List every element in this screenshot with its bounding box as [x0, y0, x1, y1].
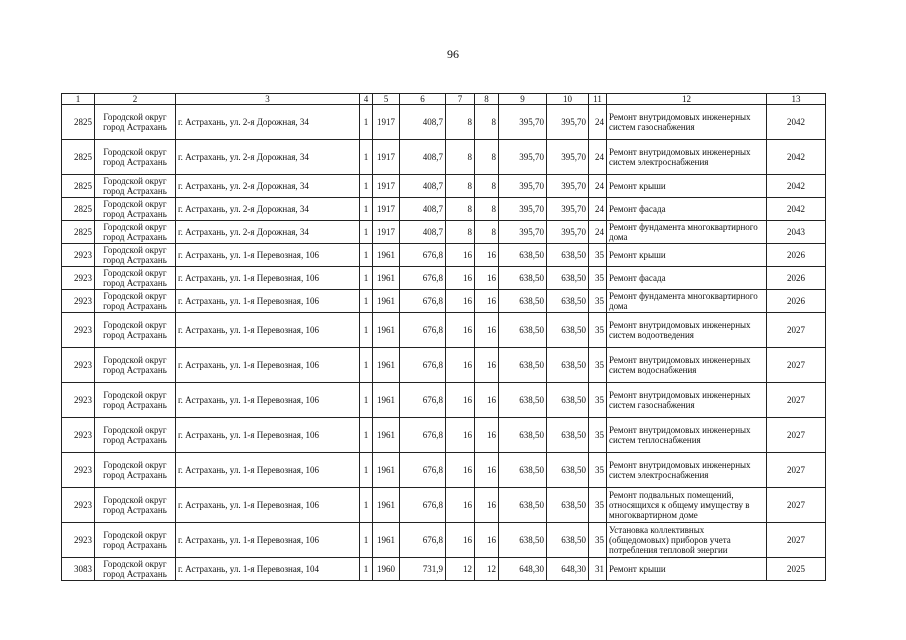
cell-col-5: 1961	[373, 244, 400, 267]
cell-col-11: 24	[589, 140, 607, 175]
cell-col-9: 638,50	[499, 418, 547, 453]
table-row	[62, 313, 826, 348]
header-cell: 10	[547, 94, 589, 105]
cell-col-12: Ремонт фасада	[607, 198, 767, 221]
cell-col-7: 8	[446, 198, 475, 221]
cell-col-6: 408,7	[400, 140, 446, 175]
cell-col-13: 2027	[767, 523, 826, 558]
cell-col-4: 1	[360, 175, 373, 198]
table-row	[62, 140, 826, 175]
cell-col-1: 2825	[62, 221, 95, 244]
cell-col-10: 638,50	[547, 383, 589, 418]
cell-col-9: 638,50	[499, 383, 547, 418]
cell-col-5: 1961	[373, 418, 400, 453]
cell-col-9: 395,70	[499, 175, 547, 198]
cell-col-2: Городской округ город Астрахань	[95, 383, 176, 418]
table-row	[62, 175, 826, 198]
cell-col-4: 1	[360, 383, 373, 418]
table-row	[62, 290, 826, 313]
capital-repair-table	[61, 93, 826, 581]
cell-col-2: Городской округ город Астрахань	[95, 313, 176, 348]
table-row	[62, 383, 826, 418]
cell-col-10: 638,50	[547, 290, 589, 313]
cell-col-8: 16	[475, 348, 499, 383]
cell-col-6: 676,8	[400, 418, 446, 453]
cell-col-11: 35	[589, 453, 607, 488]
header-cell: 2	[95, 94, 176, 105]
cell-col-1: 3083	[62, 558, 95, 581]
cell-col-10: 395,70	[547, 198, 589, 221]
cell-col-3: г. Астрахань, ул. 2-я Дорожная, 34	[176, 221, 360, 244]
cell-col-5: 1917	[373, 221, 400, 244]
cell-col-2: Городской округ город Астрахань	[95, 267, 176, 290]
cell-col-7: 16	[446, 290, 475, 313]
table-row	[62, 523, 826, 558]
cell-col-4: 1	[360, 290, 373, 313]
cell-col-2: Городской округ город Астрахань	[95, 523, 176, 558]
cell-col-5: 1917	[373, 105, 400, 140]
cell-col-6: 676,8	[400, 383, 446, 418]
cell-col-12: Ремонт внутридомовых инженерных систем водоотведения	[607, 313, 767, 348]
cell-col-5: 1961	[373, 313, 400, 348]
cell-col-13: 2026	[767, 244, 826, 267]
cell-col-12: Ремонт крыши	[607, 558, 767, 581]
cell-col-1: 2923	[62, 453, 95, 488]
page-number: 96	[447, 47, 459, 61]
header-cell: 5	[373, 94, 400, 105]
cell-col-10: 638,50	[547, 348, 589, 383]
cell-col-2: Городской округ город Астрахань	[95, 175, 176, 198]
cell-col-7: 8	[446, 221, 475, 244]
cell-col-3: г. Астрахань, ул. 1-я Перевозная, 106	[176, 418, 360, 453]
cell-col-10: 395,70	[547, 221, 589, 244]
cell-col-11: 24	[589, 105, 607, 140]
cell-col-6: 676,8	[400, 290, 446, 313]
cell-col-12: Ремонт крыши	[607, 175, 767, 198]
cell-col-7: 8	[446, 105, 475, 140]
cell-col-3: г. Астрахань, ул. 1-я Перевозная, 106	[176, 290, 360, 313]
cell-col-11: 35	[589, 488, 607, 523]
cell-col-2: Городской округ город Астрахань	[95, 418, 176, 453]
cell-col-12: Ремонт фундамента многоквартирного дома	[607, 221, 767, 244]
cell-col-8: 16	[475, 290, 499, 313]
cell-col-12: Ремонт внутридомовых инженерных систем электроснабжения	[607, 453, 767, 488]
header-cell: 6	[400, 94, 446, 105]
header-cell: 9	[499, 94, 547, 105]
cell-col-9: 638,50	[499, 244, 547, 267]
cell-col-10: 638,50	[547, 488, 589, 523]
cell-col-13: 2027	[767, 418, 826, 453]
table-row	[62, 267, 826, 290]
cell-col-2: Городской округ город Астрахань	[95, 453, 176, 488]
cell-col-2: Городской округ город Астрахань	[95, 198, 176, 221]
cell-col-6: 676,8	[400, 488, 446, 523]
cell-col-1: 2923	[62, 290, 95, 313]
cell-col-1: 2825	[62, 105, 95, 140]
cell-col-1: 2923	[62, 244, 95, 267]
cell-col-3: г. Астрахань, ул. 1-я Перевозная, 106	[176, 267, 360, 290]
cell-col-8: 8	[475, 198, 499, 221]
table-row	[62, 558, 826, 581]
header-cell: 4	[360, 94, 373, 105]
cell-col-2: Городской округ город Астрахань	[95, 140, 176, 175]
cell-col-3: г. Астрахань, ул. 1-я Перевозная, 106	[176, 453, 360, 488]
cell-col-12: Ремонт крыши	[607, 244, 767, 267]
cell-col-1: 2923	[62, 348, 95, 383]
cell-col-13: 2025	[767, 558, 826, 581]
cell-col-11: 35	[589, 523, 607, 558]
cell-col-3: г. Астрахань, ул. 2-я Дорожная, 34	[176, 140, 360, 175]
cell-col-1: 2825	[62, 198, 95, 221]
cell-col-3: г. Астрахань, ул. 1-я Перевозная, 106	[176, 244, 360, 267]
cell-col-11: 24	[589, 175, 607, 198]
column-number-row	[62, 94, 826, 105]
cell-col-3: г. Астрахань, ул. 1-я Перевозная, 106	[176, 488, 360, 523]
cell-col-7: 8	[446, 175, 475, 198]
cell-col-11: 35	[589, 313, 607, 348]
cell-col-8: 16	[475, 244, 499, 267]
cell-col-10: 395,70	[547, 105, 589, 140]
cell-col-6: 676,8	[400, 244, 446, 267]
cell-col-1: 2923	[62, 523, 95, 558]
cell-col-7: 8	[446, 140, 475, 175]
cell-col-12: Ремонт внутридомовых инженерных систем теплоснабжения	[607, 418, 767, 453]
cell-col-4: 1	[360, 558, 373, 581]
cell-col-9: 648,30	[499, 558, 547, 581]
cell-col-8: 16	[475, 267, 499, 290]
cell-col-7: 16	[446, 383, 475, 418]
cell-col-6: 676,8	[400, 267, 446, 290]
header-cell: 12	[607, 94, 767, 105]
table-row	[62, 348, 826, 383]
cell-col-4: 1	[360, 313, 373, 348]
cell-col-7: 16	[446, 418, 475, 453]
cell-col-9: 395,70	[499, 198, 547, 221]
cell-col-13: 2042	[767, 140, 826, 175]
cell-col-11: 35	[589, 348, 607, 383]
cell-col-2: Городской округ город Астрахань	[95, 244, 176, 267]
cell-col-3: г. Астрахань, ул. 1-я Перевозная, 106	[176, 313, 360, 348]
cell-col-3: г. Астрахань, ул. 2-я Дорожная, 34	[176, 105, 360, 140]
cell-col-7: 16	[446, 348, 475, 383]
cell-col-5: 1961	[373, 348, 400, 383]
cell-col-1: 2923	[62, 267, 95, 290]
cell-col-4: 1	[360, 267, 373, 290]
cell-col-8: 8	[475, 221, 499, 244]
cell-col-4: 1	[360, 140, 373, 175]
cell-col-6: 408,7	[400, 175, 446, 198]
cell-col-10: 638,50	[547, 313, 589, 348]
cell-col-10: 395,70	[547, 140, 589, 175]
cell-col-2: Городской округ город Астрахань	[95, 221, 176, 244]
cell-col-4: 1	[360, 105, 373, 140]
cell-col-4: 1	[360, 244, 373, 267]
cell-col-4: 1	[360, 198, 373, 221]
cell-col-1: 2923	[62, 313, 95, 348]
cell-col-8: 16	[475, 383, 499, 418]
cell-col-13: 2027	[767, 383, 826, 418]
cell-col-10: 638,50	[547, 244, 589, 267]
cell-col-3: г. Астрахань, ул. 1-я Перевозная, 106	[176, 523, 360, 558]
cell-col-10: 638,50	[547, 267, 589, 290]
cell-col-8: 8	[475, 175, 499, 198]
cell-col-9: 638,50	[499, 453, 547, 488]
cell-col-5: 1960	[373, 558, 400, 581]
table-row	[62, 198, 826, 221]
cell-col-4: 1	[360, 348, 373, 383]
cell-col-9: 638,50	[499, 348, 547, 383]
cell-col-2: Городской округ город Астрахань	[95, 290, 176, 313]
cell-col-13: 2042	[767, 105, 826, 140]
table-row	[62, 418, 826, 453]
cell-col-13: 2026	[767, 290, 826, 313]
cell-col-13: 2027	[767, 313, 826, 348]
cell-col-6: 408,7	[400, 105, 446, 140]
table-row	[62, 105, 826, 140]
header-cell: 3	[176, 94, 360, 105]
cell-col-12: Ремонт внутридомовых инженерных систем водоснабжения	[607, 348, 767, 383]
cell-col-13: 2042	[767, 198, 826, 221]
cell-col-3: г. Астрахань, ул. 1-я Перевозная, 106	[176, 348, 360, 383]
cell-col-10: 638,50	[547, 418, 589, 453]
header-cell: 8	[475, 94, 499, 105]
cell-col-11: 31	[589, 558, 607, 581]
cell-col-7: 16	[446, 453, 475, 488]
cell-col-9: 638,50	[499, 313, 547, 348]
header-cell: 13	[767, 94, 826, 105]
cell-col-11: 24	[589, 198, 607, 221]
cell-col-1: 2923	[62, 418, 95, 453]
cell-col-9: 395,70	[499, 140, 547, 175]
header-cell: 1	[62, 94, 95, 105]
cell-col-12: Ремонт внутридомовых инженерных систем электроснабжения	[607, 140, 767, 175]
table-row	[62, 488, 826, 523]
cell-col-2: Городской округ город Астрахань	[95, 105, 176, 140]
cell-col-9: 638,50	[499, 267, 547, 290]
cell-col-13: 2027	[767, 453, 826, 488]
cell-col-7: 16	[446, 244, 475, 267]
cell-col-6: 731,9	[400, 558, 446, 581]
cell-col-9: 638,50	[499, 523, 547, 558]
cell-col-3: г. Астрахань, ул. 2-я Дорожная, 34	[176, 198, 360, 221]
cell-col-11: 24	[589, 221, 607, 244]
cell-col-5: 1961	[373, 290, 400, 313]
cell-col-12: Ремонт внутридомовых инженерных систем газоснабжения	[607, 105, 767, 140]
cell-col-4: 1	[360, 221, 373, 244]
cell-col-12: Ремонт фундамента многоквартирного дома	[607, 290, 767, 313]
cell-col-1: 2825	[62, 140, 95, 175]
cell-col-13: 2027	[767, 348, 826, 383]
cell-col-4: 1	[360, 523, 373, 558]
cell-col-6: 408,7	[400, 198, 446, 221]
cell-col-12: Ремонт внутридомовых инженерных систем газоснабжения	[607, 383, 767, 418]
cell-col-2: Городской округ город Астрахань	[95, 348, 176, 383]
cell-col-8: 16	[475, 523, 499, 558]
cell-col-11: 35	[589, 383, 607, 418]
cell-col-2: Городской округ город Астрахань	[95, 488, 176, 523]
cell-col-10: 395,70	[547, 175, 589, 198]
cell-col-10: 648,30	[547, 558, 589, 581]
cell-col-5: 1961	[373, 383, 400, 418]
cell-col-13: 2042	[767, 175, 826, 198]
cell-col-4: 1	[360, 488, 373, 523]
cell-col-6: 676,8	[400, 453, 446, 488]
cell-col-8: 16	[475, 418, 499, 453]
cell-col-7: 12	[446, 558, 475, 581]
cell-col-4: 1	[360, 418, 373, 453]
table-row	[62, 221, 826, 244]
cell-col-12: Установка коллективных (общедомовых) приборов учета потребления тепловой энергии	[607, 523, 767, 558]
cell-col-8: 16	[475, 313, 499, 348]
cell-col-9: 395,70	[499, 221, 547, 244]
cell-col-9: 638,50	[499, 290, 547, 313]
cell-col-11: 35	[589, 290, 607, 313]
cell-col-7: 16	[446, 488, 475, 523]
cell-col-7: 16	[446, 313, 475, 348]
cell-col-5: 1917	[373, 175, 400, 198]
cell-col-5: 1961	[373, 523, 400, 558]
cell-col-11: 35	[589, 267, 607, 290]
cell-col-1: 2923	[62, 488, 95, 523]
cell-col-7: 16	[446, 523, 475, 558]
cell-col-11: 35	[589, 244, 607, 267]
cell-col-7: 16	[446, 267, 475, 290]
cell-col-12: Ремонт подвальных помещений, относящихся к общему имуществу в многоквартирном доме	[607, 488, 767, 523]
header-cell: 11	[589, 94, 607, 105]
cell-col-13: 2026	[767, 267, 826, 290]
cell-col-10: 638,50	[547, 453, 589, 488]
cell-col-5: 1917	[373, 198, 400, 221]
cell-col-8: 8	[475, 140, 499, 175]
cell-col-5: 1917	[373, 140, 400, 175]
cell-col-8: 12	[475, 558, 499, 581]
cell-col-1: 2923	[62, 383, 95, 418]
cell-col-3: г. Астрахань, ул. 1-я Перевозная, 104	[176, 558, 360, 581]
cell-col-3: г. Астрахань, ул. 2-я Дорожная, 34	[176, 175, 360, 198]
cell-col-8: 8	[475, 105, 499, 140]
cell-col-6: 676,8	[400, 313, 446, 348]
header-cell: 7	[446, 94, 475, 105]
cell-col-8: 16	[475, 488, 499, 523]
cell-col-5: 1961	[373, 488, 400, 523]
cell-col-3: г. Астрахань, ул. 1-я Перевозная, 106	[176, 383, 360, 418]
table-row	[62, 453, 826, 488]
cell-col-4: 1	[360, 453, 373, 488]
cell-col-1: 2825	[62, 175, 95, 198]
cell-col-6: 408,7	[400, 221, 446, 244]
cell-col-5: 1961	[373, 267, 400, 290]
cell-col-11: 35	[589, 418, 607, 453]
cell-col-9: 395,70	[499, 105, 547, 140]
cell-col-8: 16	[475, 453, 499, 488]
cell-col-13: 2027	[767, 488, 826, 523]
cell-col-9: 638,50	[499, 488, 547, 523]
table-row	[62, 244, 826, 267]
cell-col-13: 2043	[767, 221, 826, 244]
cell-col-5: 1961	[373, 453, 400, 488]
cell-col-10: 638,50	[547, 523, 589, 558]
cell-col-6: 676,8	[400, 348, 446, 383]
cell-col-2: Городской округ город Астрахань	[95, 558, 176, 581]
cell-col-12: Ремонт фасада	[607, 267, 767, 290]
cell-col-6: 676,8	[400, 523, 446, 558]
